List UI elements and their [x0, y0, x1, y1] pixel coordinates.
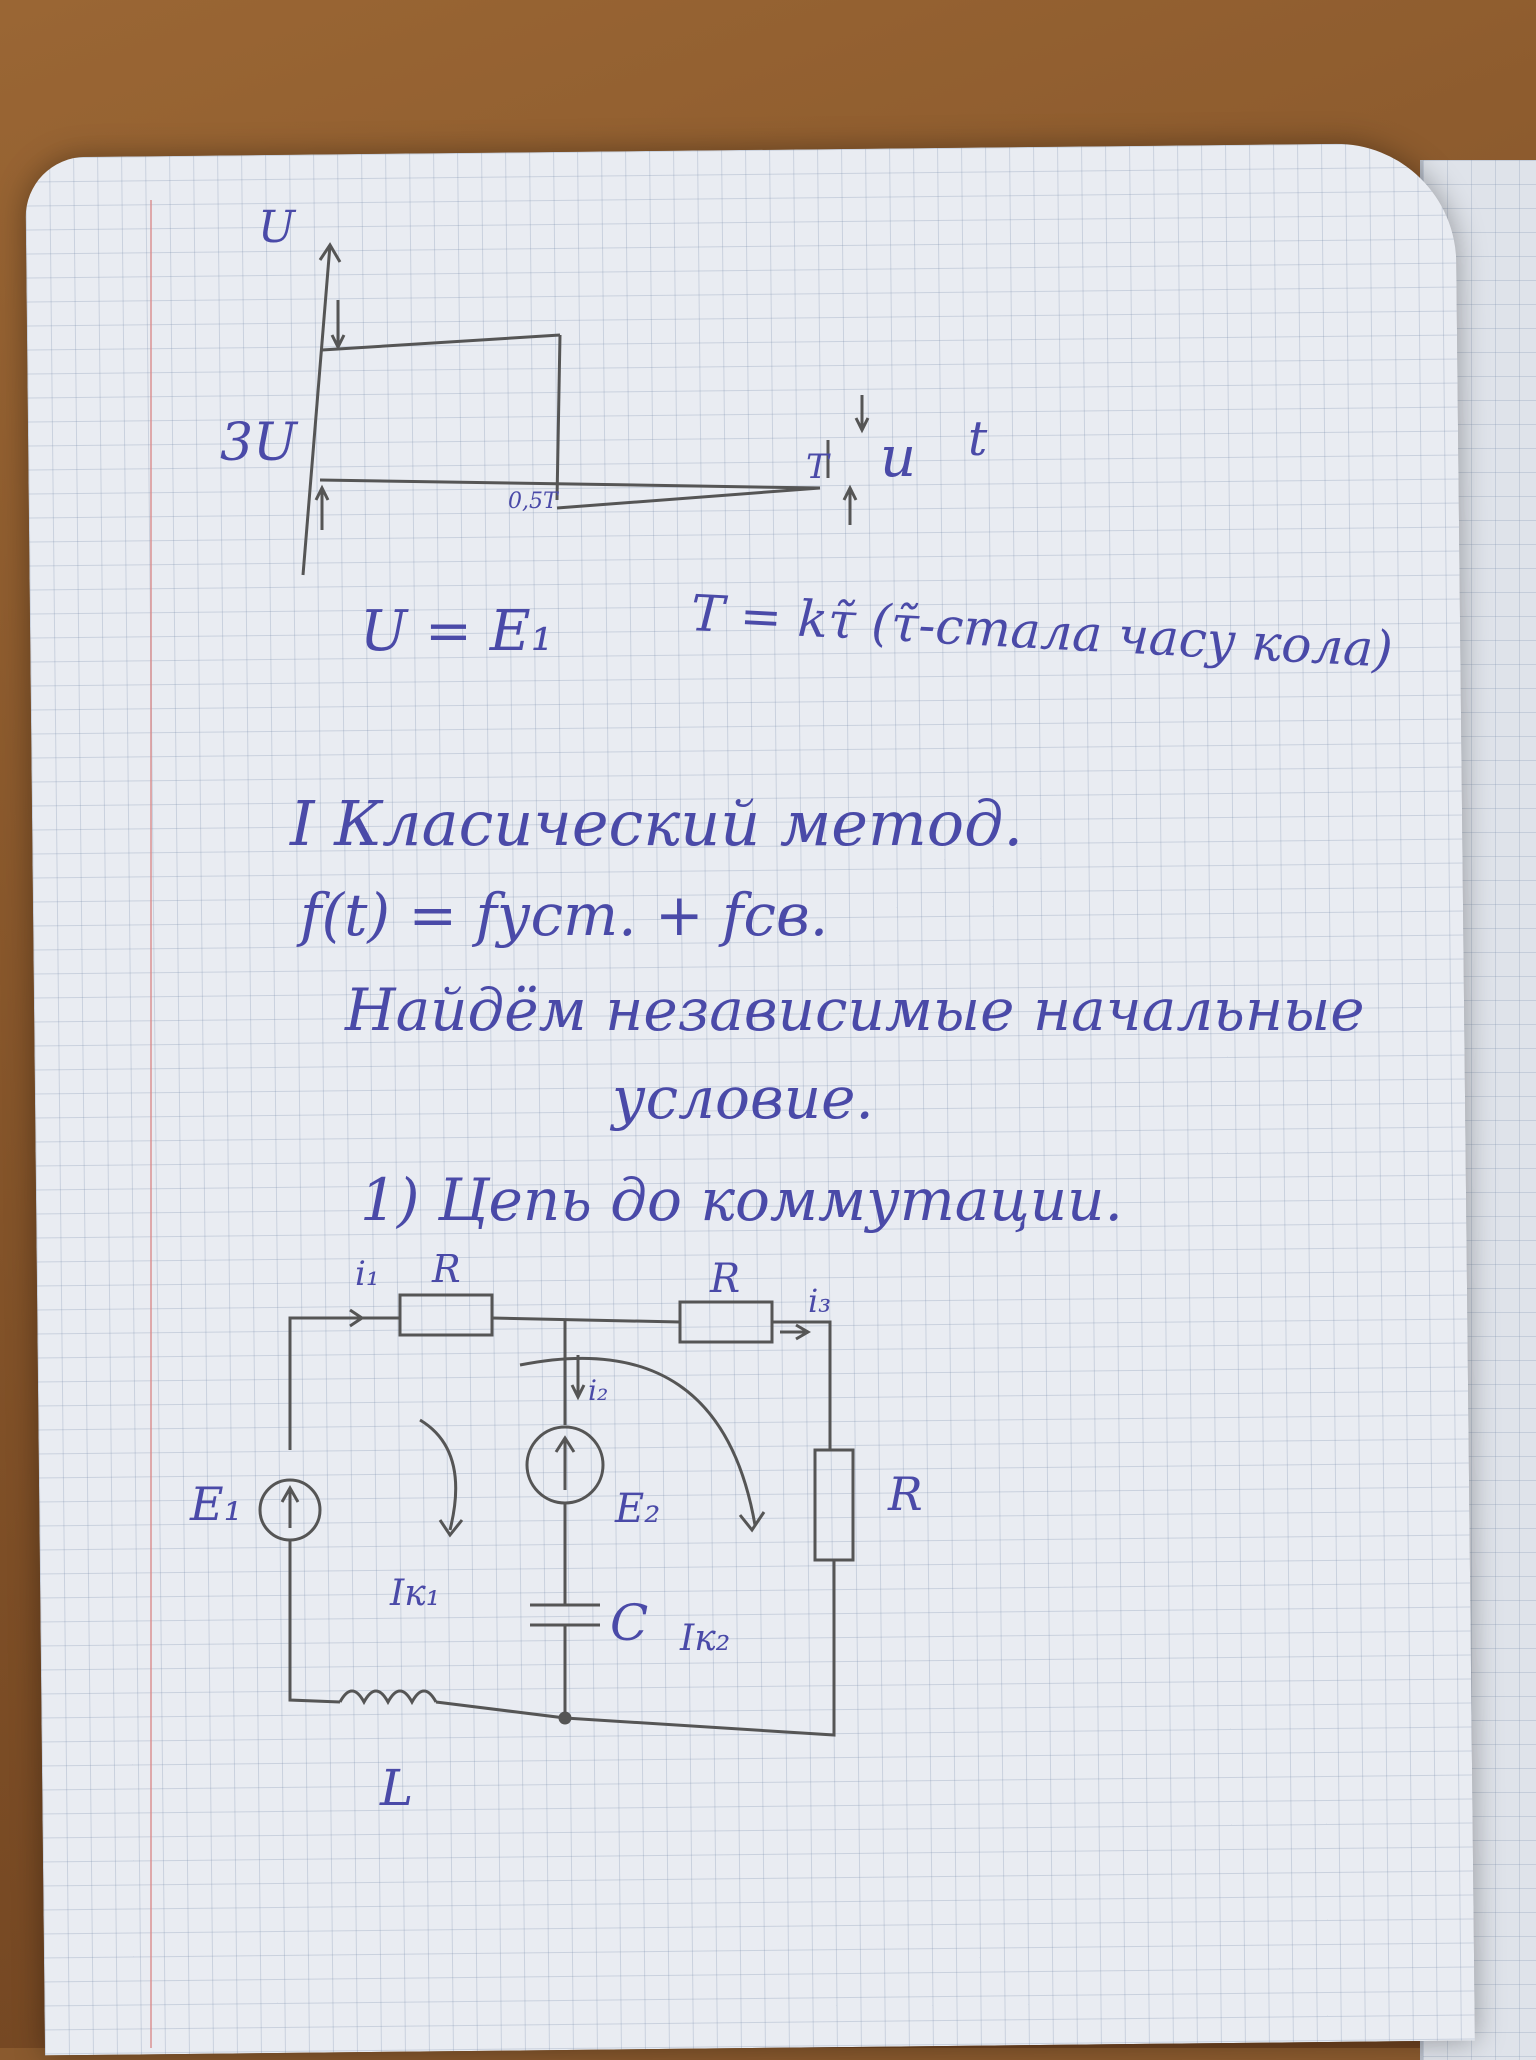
inductor-l [340, 1691, 436, 1702]
label-e1: E₁ [190, 1477, 243, 1531]
label-r3: R [888, 1467, 923, 1521]
label-r2: R [710, 1256, 741, 1302]
equation-t: T = kτ̃ (τ̃-стала часу кола) [689, 584, 1395, 679]
task-line-2: условие. [612, 1064, 874, 1132]
label-r1: R [432, 1247, 461, 1291]
equation-u: U = E₁ [360, 599, 554, 664]
step-1: 1) Цепь до коммутации. [360, 1166, 1123, 1234]
loop-ik1 [420, 1420, 456, 1530]
label-c: C [610, 1594, 649, 1652]
x-end-label: T [806, 447, 829, 487]
pulse-graph [303, 245, 868, 575]
resistor-r1 [400, 1295, 492, 1335]
wire-left-top [290, 1318, 400, 1450]
y-axis-label: U [258, 202, 296, 253]
small-u-label: u [880, 425, 917, 490]
label-l: L [380, 1759, 414, 1817]
task-line-1: Найдём независимые начальные [345, 976, 1365, 1044]
wire-top-right [772, 1322, 830, 1450]
formula: f(t) = fуст. + fсв. [300, 881, 829, 949]
pulse-top [322, 335, 560, 350]
label-i1: i₁ [355, 1254, 380, 1294]
pulse-bottom [557, 488, 820, 508]
baseline-left [320, 480, 820, 488]
label-ik1: Iк₁ [390, 1573, 441, 1614]
wire-top-mid [492, 1318, 680, 1322]
circuit-diagram [260, 1295, 853, 1735]
resistor-r2 [680, 1302, 772, 1342]
label-i3: i₃ [808, 1282, 832, 1320]
pulse-fall [557, 335, 560, 500]
label-ik2: Iк₂ [680, 1618, 731, 1659]
label-i2: i₂ [588, 1374, 609, 1407]
label-e2: E₂ [615, 1486, 661, 1532]
wire-left-bottom [290, 1540, 340, 1702]
y-axis [303, 245, 330, 575]
section-title: I Класический метод. [290, 787, 1024, 860]
x-mid-label: 0,5T [508, 489, 558, 514]
resistor-r3 [815, 1450, 853, 1560]
x-axis-label: t [968, 411, 988, 467]
level-label: 3U [220, 413, 297, 473]
